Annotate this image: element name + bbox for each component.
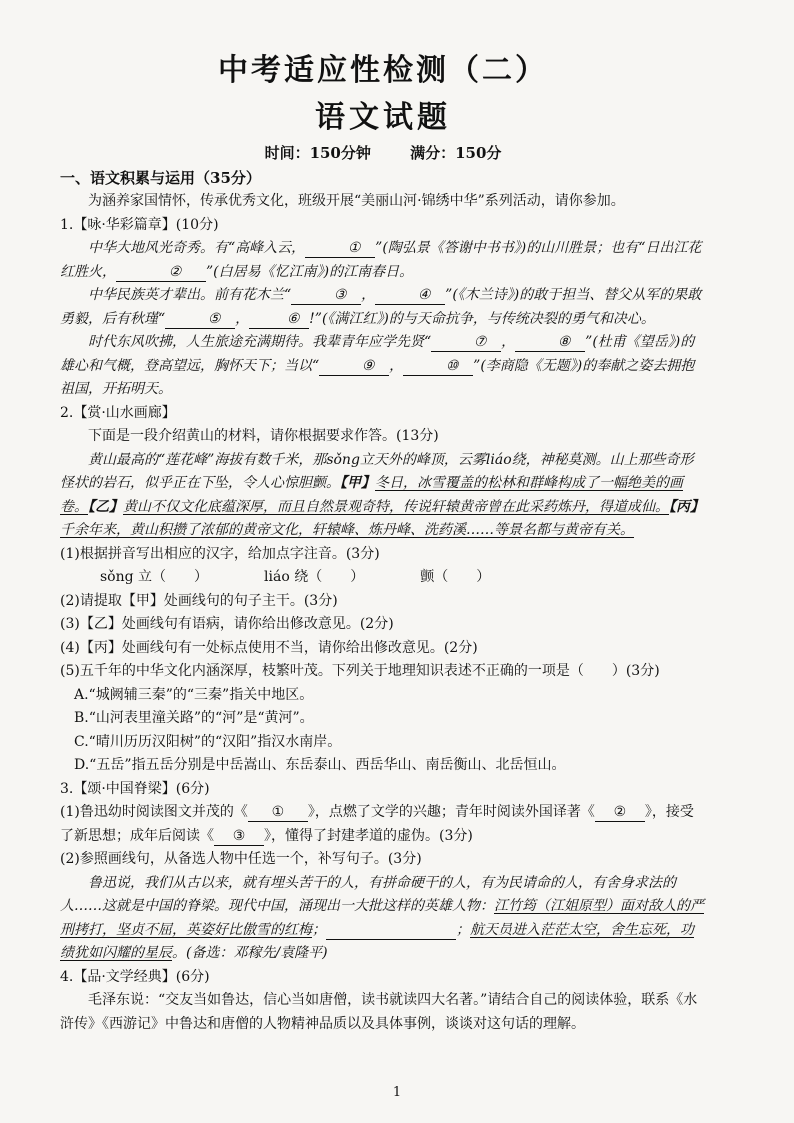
q1-blank-2[interactable]: ② — [116, 263, 206, 282]
q1-paragraph-3: 时代东风吹拂，人生旅途充满期待。我辈青年应学先贤“ ⑦ ， ⑧ ”(杜甫《望岳》)的雄心和气概，登高望远，胸怀天下；当以“ ⑨ ， ⑩ ”(李商隐《无题》)的奉献之姿去拥抱祖国，开拓明天。 — [60, 334, 695, 397]
q1-paragraph-2: 中华民族英才辈出。前有花木兰“ ③ ， ④ ”(《木兰诗》)的敢于担当、替父从军的果敢勇毅，后有秋瑾“ ⑤ ， ⑥ !”(《满江红》)的与天命抗争，与传统决裂的勇气和决心。 — [60, 287, 702, 327]
q1-heading: 1.【咏·华彩篇章】(10分) — [60, 216, 219, 233]
mark-bing: 【丙】 — [669, 498, 704, 515]
q2-sub-4: (4)【丙】处画线句有一处标点使用不当，请你给出修改意见。(2分) — [60, 639, 478, 656]
q2-option-d[interactable]: D.“五岳”指五岳分别是中岳嵩山、东岳泰山、西岳华山、南岳衡山、北岳恒山。 — [74, 757, 566, 773]
q3-underline-1: 江竹筠（江姐原型）面对敌人的严刑拷打，坚贞不屈，英姿好比傲雪的红梅 — [60, 898, 704, 938]
q3-passage: 鲁迅说，我们从古以来，就有埋头苦干的人，有拼命硬干的人，有为民请命的人，有舍身求法的人……这就是中国的脊梁。现代中国，涌现出一大批这样的英雄人物：江竹筠（江姐原型）面对敌人的严刑拷打，坚贞不屈，英姿好比傲雪的红梅； ；航天员进入茫茫太空，舍生忘死，功绩犹如闪耀的星辰。(备选：邓稼先/袁隆平) — [60, 874, 704, 961]
q1-blank-9[interactable]: ⑨ — [319, 357, 389, 376]
q1-blank-8[interactable]: ⑧ — [515, 333, 585, 352]
pinyin-blank-1[interactable]: sǒng 立（ ） — [100, 569, 209, 585]
q2-sub-1: (1)根据拼音写出相应的汉字，给加点字注音。(3分) — [60, 545, 380, 562]
q2-sub-3: (3)【乙】处画线句有语病，请你给出修改意见。(2分) — [60, 616, 394, 632]
q2-heading: 2.【赏·山水画廊】 — [60, 404, 176, 421]
q3-blank-2[interactable]: ② — [595, 803, 645, 822]
q1-blank-7[interactable]: ⑦ — [431, 333, 501, 352]
underline-bing: 千余年来，黄山积攒了浓郁的黄帝文化，轩辕峰、炼丹峰、洗药溪……等景名都与黄帝有关。 — [60, 522, 634, 538]
q2-option-a[interactable]: A.“城阙辅三秦”的“三秦”指关中地区。 — [74, 686, 314, 703]
exam-meta — [60, 142, 706, 163]
pinyin-blank-2[interactable]: liáo 绕（ ） — [264, 569, 365, 585]
q3-blank-1[interactable]: ① — [248, 803, 308, 822]
mark-jia: 【甲】 — [340, 475, 375, 491]
q2-option-b[interactable]: B.“山河表里潼关路”的“河”是“黄河”。 — [74, 710, 314, 726]
exam-score: 满分：150分 — [410, 144, 502, 162]
q1-blank-3[interactable]: ③ — [291, 286, 361, 305]
q1-blank-4[interactable]: ④ — [375, 286, 445, 305]
q2-pinyin-row — [60, 566, 706, 590]
q4-heading: 4.【品·文学经典】(6分) — [60, 968, 210, 985]
q1-paragraph-1: 中华大地风光奇秀。有“高峰入云， ① ”(陶弘景《答谢中书书》)的山川胜景；也有“日出江花红胜火， ② ”(白居易《忆江南》)的江南春日。 — [60, 240, 702, 280]
q3-blank-3[interactable]: ③ — [214, 827, 264, 846]
q3-answer-blank[interactable] — [326, 921, 456, 940]
q1-blank-10[interactable]: ⑩ — [403, 357, 473, 376]
exam-subtitle: 语文试题 — [315, 100, 451, 135]
underline-yi: 黄山不仅文化底蕴深厚，而且自然景观奇特，传说轩辕黄帝曾在此采药炼丹，得道成仙。 — [123, 498, 669, 515]
page-number: 1 — [392, 1085, 402, 1100]
q2-sub-5: (5)五千年的中华文化内涵深厚，枝繁叶茂。下列关于地理知识表述不正确的一项是（ ）(3分) — [60, 663, 660, 679]
exam-title: 中考适应性检测（二） — [218, 53, 548, 88]
pinyin-blank-3[interactable]: 颤（ ） — [420, 569, 491, 585]
q1-blank-1[interactable]: ① — [305, 239, 375, 258]
section-intro: 为涵养家国情怀，传承优秀文化，班级开展“美丽山河·锦绣中华”系列活动，请你参加。 — [88, 193, 625, 209]
q2-passage: 黄山最高的“莲花峰”海拔有数千米，那sǒng立天外的峰顶，云雾liáo绕，神秘莫测。山上那些奇形怪状的岩石，似乎正在下坠，令人心惊胆颤。【甲】冬日，冰雪覆盖的松林和群峰构成了一幅绝美的画卷。【乙】黄山不仅文化底蕴深厚，而且自然景观奇特，传说轩辕黄帝曾在此采药炼丹，得道成仙。【丙】千余年来，黄山积攒了浓郁的黄帝文化，轩辕峰、炼丹峰、洗药溪……等景名都与黄帝有关。 — [60, 451, 704, 538]
q3-sub-1: (1)鲁迅幼时阅读图文并茂的《 ① 》，点燃了文学的兴趣；青年时阅读外国译著《 ② 》，接受了新思想；成年后阅读《 ③ 》，懂得了封建孝道的虚伪。(3分) — [60, 804, 694, 844]
q1-blank-6[interactable]: ⑥ — [249, 310, 309, 329]
q3-underline-2: 航天员进入茫茫太空，舍生忘死，功绩犹如闪耀的星辰 — [60, 921, 694, 961]
exam-time: 时间：150分钟 — [264, 144, 371, 162]
q4-text: 毛泽东说：“交友当如鲁达，信心当如唐僧，读书就读四大名著。”请结合自己的阅读体验，联系《水浒传》《西游记》中鲁达和唐僧的人物精神品质以及具体事例，谈谈对这句话的理解。 — [60, 992, 698, 1032]
q3-heading: 3.【颂·中国脊梁】(6分) — [60, 780, 210, 797]
q2-option-c[interactable]: C.“晴川历历汉阳树”的“汉阳”指汉水南岸。 — [74, 733, 342, 750]
underline-jia: 冬日，冰雪覆盖的松林和群峰构成了一幅绝美的画卷。 — [60, 475, 683, 515]
section-heading: 一、语文积累与运用（35分） — [60, 169, 261, 187]
q1-blank-5[interactable]: ⑤ — [165, 310, 235, 329]
q2-intro: 下面是一段介绍黄山的材料，请你根据要求作答。(13分) — [88, 428, 439, 444]
q2-sub-2: (2)请提取【甲】处画线句的句子主干。(3分) — [60, 592, 338, 609]
q3-sub-2: (2)参照画线句，从备选人物中任选一个，补写句子。(3分) — [60, 851, 422, 867]
mark-yi: 【乙】 — [88, 498, 123, 515]
